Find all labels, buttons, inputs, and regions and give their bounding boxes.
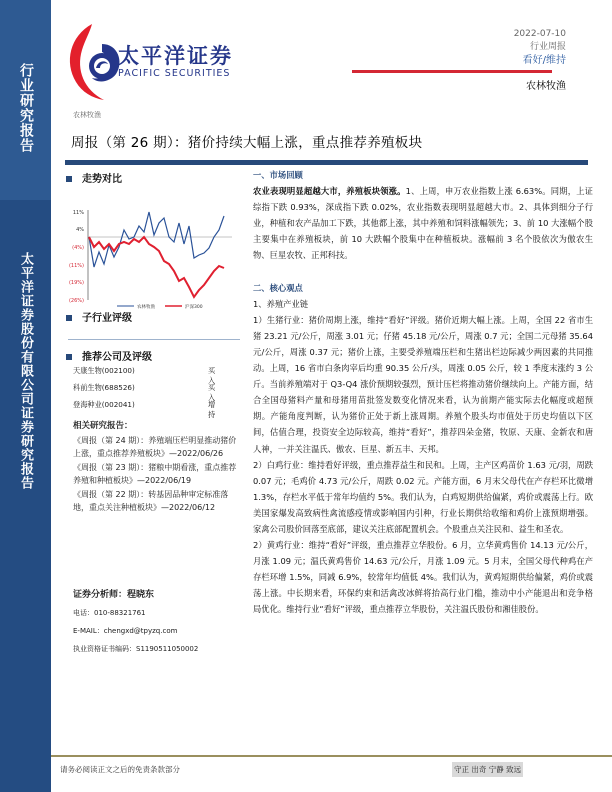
white-chicken-paragraph: 2）白鸡行业：维持看好评级，重点推荐益生和民和。上周，主产区鸡苗价 1.63 元/羽，周跌 0.07 元；毛鸡价 4.73 元/公斤，周跌 0.02 元。产能方面，6 月末父母代在产存栏环比微增 1.3%，存栏水平低于常年均值约 5%。我们认为，白鸡短期供给偏紧，鸡价或震荡上行。欧美国家爆发高致病性禽流感疫情或影响国内引种，行业长期供给收缩和鸡价上涨预期增强。家禽公司股价回落至底部，建议关注底部配置机会。个股重点关注民和、益生和圣农。 <box>253 459 593 534</box>
legend-label: 农林牧渔 <box>137 305 155 310</box>
related-reports <box>73 419 243 515</box>
subindustry-section-heading: 子行业评级 <box>66 309 132 324</box>
recommendation-section-heading: 推荐公司及评级 <box>66 348 152 363</box>
breadcrumb: 农林牧渔 <box>73 111 101 119</box>
square-bullet-icon <box>66 315 72 321</box>
y-tick: (19%) <box>68 280 84 286</box>
recommendation-row: 科前生物(688526) 买入 <box>73 383 216 402</box>
y-tick: 11% <box>72 210 84 216</box>
section-divider <box>68 339 240 340</box>
square-bullet-icon <box>66 176 72 182</box>
industry-name: 农林牧渔 <box>526 81 566 92</box>
report-type: 行业周报 <box>529 42 566 52</box>
logo-chinese-name: 太平洋证券 <box>118 44 233 68</box>
header-red-rule <box>352 70 552 73</box>
y-tick: (4%) <box>72 245 84 251</box>
report-date: 2022-07-10 <box>513 29 566 39</box>
report-meta <box>514 28 566 67</box>
recommendation-row: 天康生物(002100) 买入 <box>73 366 216 385</box>
analyst-label: 证券分析师： <box>73 590 128 600</box>
footer-rule <box>51 755 612 757</box>
related-report-link[interactable]: 《周报（第 22 期）：转基因品种审定标准落地，重点关注种植板块》—2022/06/12 <box>73 489 229 512</box>
market-review-paragraph: 农业表现明显超越大市，养殖板块领涨。1、上周，申万农业指数上涨 6.63%。同期，上证综指下跌 0.93%，深成指下跌 0.02%，农业指数表现明显超越大市。2、具体到细分子行业，种植和农产品加工下跌，其他都上涨，其中养殖和饲料涨幅领先；3、前 10 大涨幅个股主要集中在养殖板块，前 10 大跌幅个股集中在种植板块。涨幅前 3 名个股依次为傲农生物、巨星农牧、正邦科技。 <box>253 186 593 261</box>
legend-label: 沪深300 <box>185 305 203 310</box>
footer-motto: 守正 出奇 宁静 致远 <box>452 762 523 777</box>
logo-english-name: PACIFIC SECURITIES <box>118 68 231 79</box>
y-tick: (11%) <box>68 263 84 269</box>
analyst-phone: 电话：010-88321761 <box>73 609 146 617</box>
core-view-heading: 二、核心观点 <box>253 282 303 293</box>
trend-chart <box>62 190 247 310</box>
trend-section-heading: 走势对比 <box>66 170 122 185</box>
core-view-subheading: 1、养殖产业链 <box>253 298 309 309</box>
title-divider <box>65 160 588 165</box>
recommendation-row: 登海种业(002041) 增持 <box>73 400 216 419</box>
related-report-link[interactable]: 《周报（第 24 期）：养殖端压栏明显推动猪价上涨，重点推荐养殖板块》—2022/06/26 <box>73 435 237 458</box>
sidebar-report-label: 行业研究报告 <box>18 63 34 153</box>
hog-industry-paragraph: 1）生猪行业：猪价周期上涨，维持“看好”评级。猪价近期大幅上涨。上周，全国 22 省市生猪 23.21 元/公斤，周涨 3.01 元；仔猪 45.18 元/公斤，周涨 0.7 元；全国二元母猪 35.64 元/公斤，周涨 0.37 元；猪价上涨，主要受养殖端压栏和生猪出栏边际减少两因素的共同推动。上周，16 省市白条肉宰后均重 90.35 公斤/头，周涨 0.05 公斤，较 1 季度末涨约 3 公斤。当前养殖端对于 Q3-Q4 涨价预期较强烈，预计压栏将推动猪价继续向上。产能方面，结合全国母猪料产量和母猪用苗批签发数变化情况来看，认为前期产能实际去化幅度或超预期。产能角度判断，认为猪价正处于新上涨周期。养殖个股头均市值处于历史均值以下区间，估值合理，投资安全边际较高，维持“看好”，推荐四朵金猪，牧原、天康、金新农和唐人神，一并关注温氏、傲农、巨星、新五丰、天邦。 <box>253 314 593 454</box>
yellow-chicken-paragraph: 2）黄鸡行业：维持“看好”评级，重点推荐立华股份。6 月，立华黄鸡售价 14.13 元/公斤，月涨 1.09 元；温氏黄鸡售价 14.63 元/公斤，月涨 1.09 元。5 月末，全国父母代种鸡在产存栏环增 1.5%，同减 6.9%，较常年均值低 4%。我们认为，黄鸡短期供给偏紧，鸡价或震荡上涨。中长期来看，环保约束和活禽改冰鲜将抬高行业门槛，推动中小产能退出和竞争格局优化。维持行业“看好”评级，重点推荐立华股份，关注温氏股份和湘佳股份。 <box>253 540 593 615</box>
y-tick: (26%) <box>68 298 84 304</box>
analyst-name: 程晓东 <box>127 590 155 600</box>
related-report-link[interactable]: 《周报（第 23 期）：猪粮中期看涨，重点推荐养殖和种植板块》—2022/06/19 <box>73 462 237 485</box>
analyst-license: 执业资格证书编码：S1190511050002 <box>73 645 199 653</box>
market-review-heading: 一、市场回顾 <box>253 170 303 180</box>
analyst-email[interactable]: E-MAIL：chengxd@tpyzq.com <box>73 627 178 635</box>
sidebar-company-label: 太平洋证券股份有限公司证券研究报告 <box>18 252 33 490</box>
footer-disclaimer: 请务必阅读正文之后的免责条款部分 <box>60 765 180 774</box>
square-bullet-icon <box>66 354 72 360</box>
report-body <box>253 167 593 618</box>
y-tick: 4% <box>76 227 84 233</box>
page-title: 周报（第 26 期）：猪价持续大幅上涨，重点推荐养殖板块 <box>71 135 423 151</box>
analyst-info <box>73 586 248 658</box>
industry-rating: 看好/维持 <box>522 55 566 66</box>
related-reports-heading: 相关研究报告： <box>73 421 133 431</box>
